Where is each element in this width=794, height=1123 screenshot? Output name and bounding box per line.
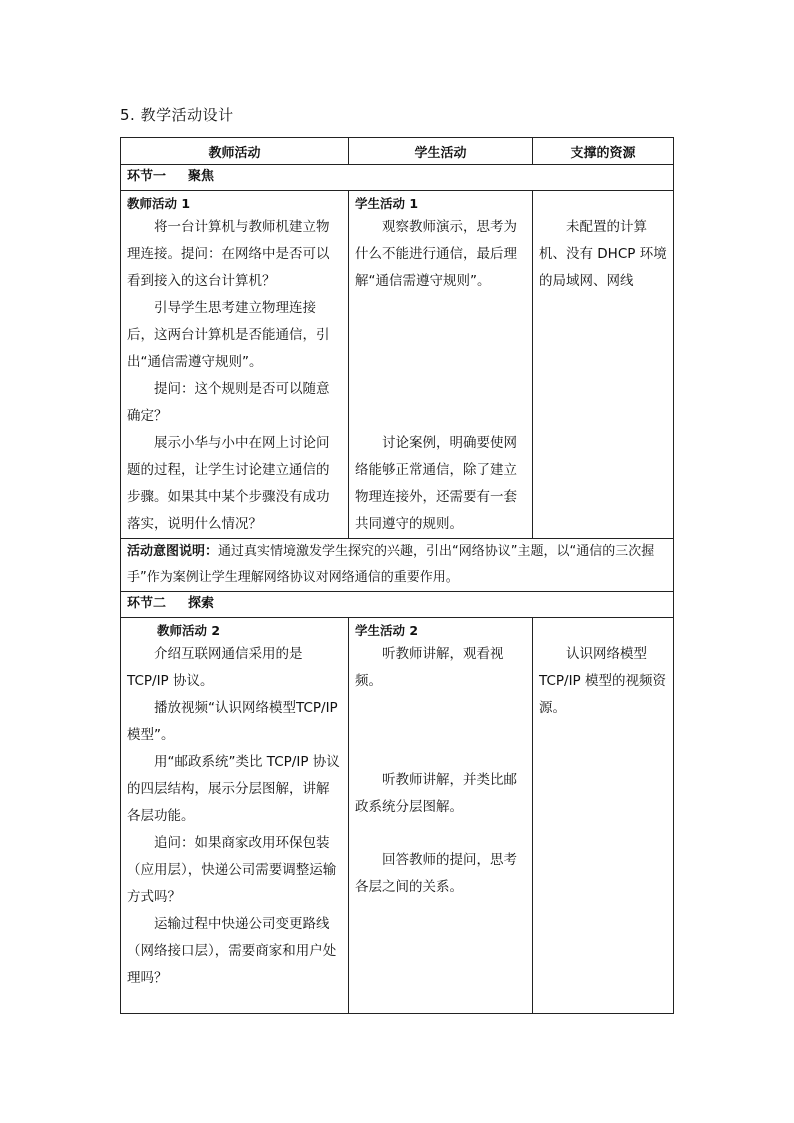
intent-row xyxy=(121,539,674,592)
stage2-title-row xyxy=(121,592,674,618)
intent-label: 活动意图说明： xyxy=(127,544,219,559)
activity-design-table xyxy=(120,137,674,1014)
header-teacher: 教师活动 xyxy=(121,138,349,165)
teacher-activity-2-label: 教师活动 2 xyxy=(157,623,221,638)
intent-cell xyxy=(121,539,674,592)
stage1-title xyxy=(121,165,674,191)
student-activity-1-label: 学生活动 1 xyxy=(355,196,419,211)
stage1-title-b: 聚焦 xyxy=(188,169,215,184)
stage2-title-a: 环节二 xyxy=(127,596,167,611)
stage2-teacher-cell xyxy=(121,618,349,1014)
teacher-activity-1-label: 教师活动 1 xyxy=(127,196,191,211)
teacher-2-para-5: 运输过程中快递公司变更路线（网络接口层），需要商家和用户处理吗？ xyxy=(127,916,337,986)
stage2-student-cell xyxy=(349,618,533,1014)
stage2-resource-cell xyxy=(533,618,674,1014)
teacher-1-para-2: 引导学生思考建立物理连接后，这两台计算机是否能通信，引出“通信需遵守规则”。 xyxy=(127,300,330,370)
stage2-content-row xyxy=(121,618,674,1014)
student-activity-2-label: 学生活动 2 xyxy=(355,623,419,638)
table-header-row xyxy=(121,138,674,165)
teacher-1-para-1: 将一台计算机与教师机建立物理连接。提问：在网络中是否可以看到接入的这台计算机？ xyxy=(127,219,330,289)
student-2-para-1: 听教师讲解，观看视频。 xyxy=(355,646,504,689)
teacher-2-para-4: 追问：如果商家改用环保包装（应用层），快递公司需要调整运输方式吗？ xyxy=(127,835,337,905)
student-1-para-2: 讨论案例，明确要使网络能够正常通信，除了建立物理连接外，还需要有一套共同遵守的规则。 xyxy=(355,435,517,532)
teacher-2-para-2: 播放视频“认识网络模型TCP/IP 模型”。 xyxy=(127,700,338,743)
stage1-title-a: 环节一 xyxy=(127,169,167,184)
section-heading: 5. 教学活动设计 xyxy=(120,106,234,124)
stage1-resource-cell xyxy=(533,191,674,539)
stage1-resource: 未配置的计算机、没有 DHCP 环境的局域网、网线 xyxy=(539,219,667,289)
teacher-1-para-3: 提问：这个规则是否可以随意确定？ xyxy=(127,381,330,424)
teacher-2-para-3: 用“邮政系统”类比 TCP/IP 协议的四层结构，展示分层图解，讲解各层功能。 xyxy=(127,754,340,824)
stage2-resource: 认识网络模型 TCP/IP 模型的视频资源。 xyxy=(539,646,666,716)
student-2-para-3: 回答教师的提问，思考各层之间的关系。 xyxy=(355,852,517,895)
student-1-para-1: 观察教师演示，思考为什么不能进行通信，最后理解“通信需遵守规则”。 xyxy=(355,219,517,289)
header-student: 学生活动 xyxy=(349,138,533,165)
stage1-teacher-cell xyxy=(121,191,349,539)
student-2-para-2: 听教师讲解，并类比邮政系统分层图解。 xyxy=(355,772,517,815)
teacher-2-para-1: 介绍互联网通信采用的是TCP/IP 协议。 xyxy=(127,646,303,689)
stage2-title-b: 探索 xyxy=(188,596,215,611)
stage1-student-cell xyxy=(349,191,533,539)
stage2-title xyxy=(121,592,674,618)
header-resource: 支撑的资源 xyxy=(533,138,674,165)
stage1-title-row xyxy=(121,165,674,191)
teacher-1-para-4: 展示小华与小中在网上讨论问题的过程，让学生讨论建立通信的步骤。如果其中某个步骤没有成功落实，说明什么情况？ xyxy=(127,435,330,532)
intent-text: 通过真实情境激发学生探究的兴趣，引出“网络协议”主题，以“通信的三次握手”作为案例让学生理解网络协议对网络通信的重要作用。 xyxy=(127,544,655,585)
stage1-content-row xyxy=(121,191,674,539)
